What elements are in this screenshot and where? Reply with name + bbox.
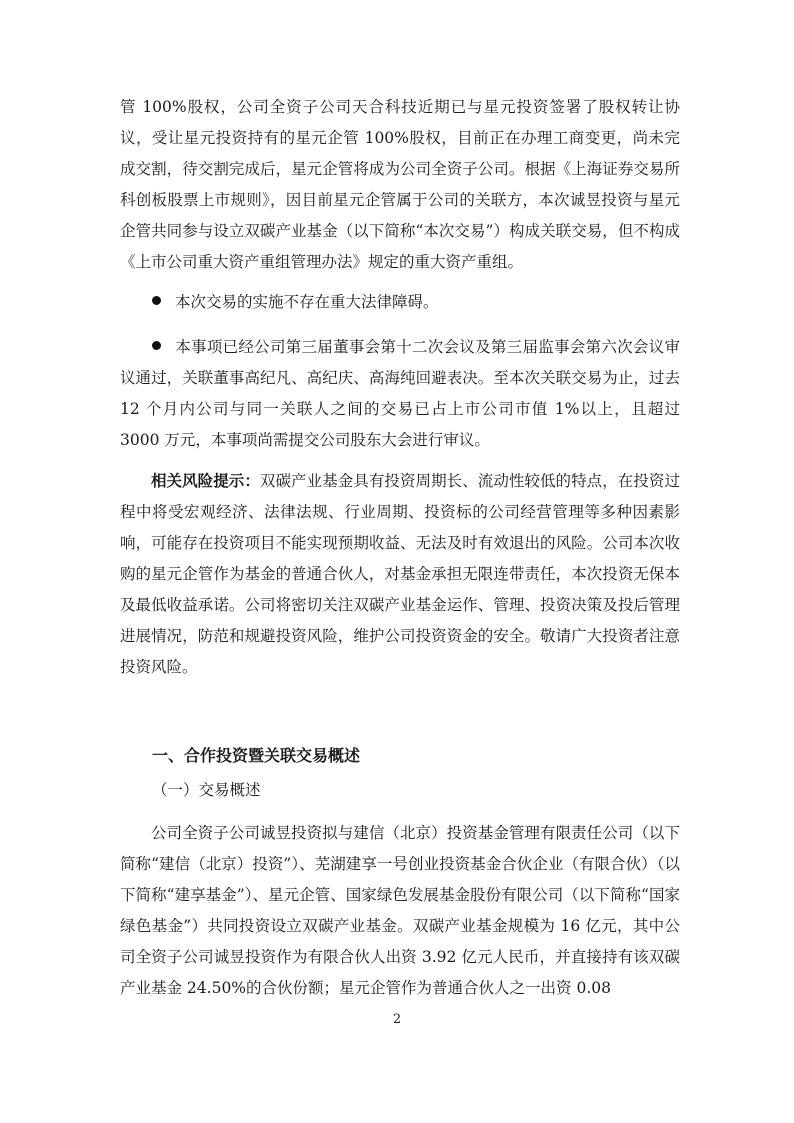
subsection-heading: （一）交易概述 xyxy=(152,781,261,799)
paragraph-risk xyxy=(120,465,680,683)
bullet-item-legal xyxy=(152,287,680,318)
bullet-text: 本次交易的实施不存在重大法律障碍。 xyxy=(175,293,439,311)
bullet-dot-icon xyxy=(152,296,161,305)
risk-text: 双碳产业基金具有投资周期长、流动性较低的特点，在投资过程中将受宏观经济、法律法规、行业周期、投资标的公司经营管理等多种因素影响，可能存在投资项目不能实现预期收益、无法及时有效退出的风险。公司本次收购的星元企管作为基金的普通合伙人，对基金承担无限连带责任，本次投资无保本及最低收益承诺。公司将密切关注双碳产业基金运作、管理、投资决策及投后管理进展情况，防范和规避投资风险，维护公司投资资金的安全。敬请广大投资者注意投资风险。 xyxy=(120,472,680,676)
section-heading: 一、合作投资暨关联交易概述 xyxy=(152,746,361,765)
bullet-text: 本事项已经公司第三届董事会第十二次会议及第三届监事会第六次会议审议通过，关联董事高纪凡、高纪庆、高海纯回避表决。至本次关联交易为止，过去 12 个月内公司与同一关联人之间的交易已占上市公司市值 1%以上，且超过 3000 万元，本事项尚需提交公司股东大会进行审议。 xyxy=(120,338,680,449)
paragraph-related-party: 管 100%股权，公司全资子公司天合科技近期已与星元投资签署了股权转让协议，受让星元投资持有的星元企管 100%股权，目前正在办理工商变更，尚未完成交割，待交割完成后，星元企管将成为公司全资子公司。根据《上海证券交易所科创板股票上市规则》，因目前星元企管属于公司的关联方，本次诚昱投资与星元企管共同参与设立双碳产业基金（以下简称“本次交易”）构成关联交易，但不构成《上市公司重大资产重组管理办法》规定的重大资产重组。 xyxy=(120,98,680,271)
risk-label: 相关风险提示： xyxy=(151,471,260,490)
bullet-dot-icon xyxy=(152,341,161,350)
bullet-item-approval xyxy=(120,332,680,456)
page-number: 2 xyxy=(392,1012,402,1027)
paragraph-overview: 公司全资子公司诚昱投资拟与建信（北京）投资基金管理有限责任公司（以下简称“建信（北京）投资”）、芜湖建享一号创业投资基金合伙企业（有限合伙）（以下简称“建享基金”）、星元企管、国家绿色发展基金股份有限公司（以下简称“国家绿色基金”）共同投资设立双碳产业基金。双碳产业基金规模为 16 亿元，其中公司全资子公司诚昱投资作为有限合伙人出资 3.92 亿元人民币，并直接持有该双碳产业基金 24.50%的合伙份额；星元企管作为普通合伙人之一出资 0.08 xyxy=(120,824,680,997)
